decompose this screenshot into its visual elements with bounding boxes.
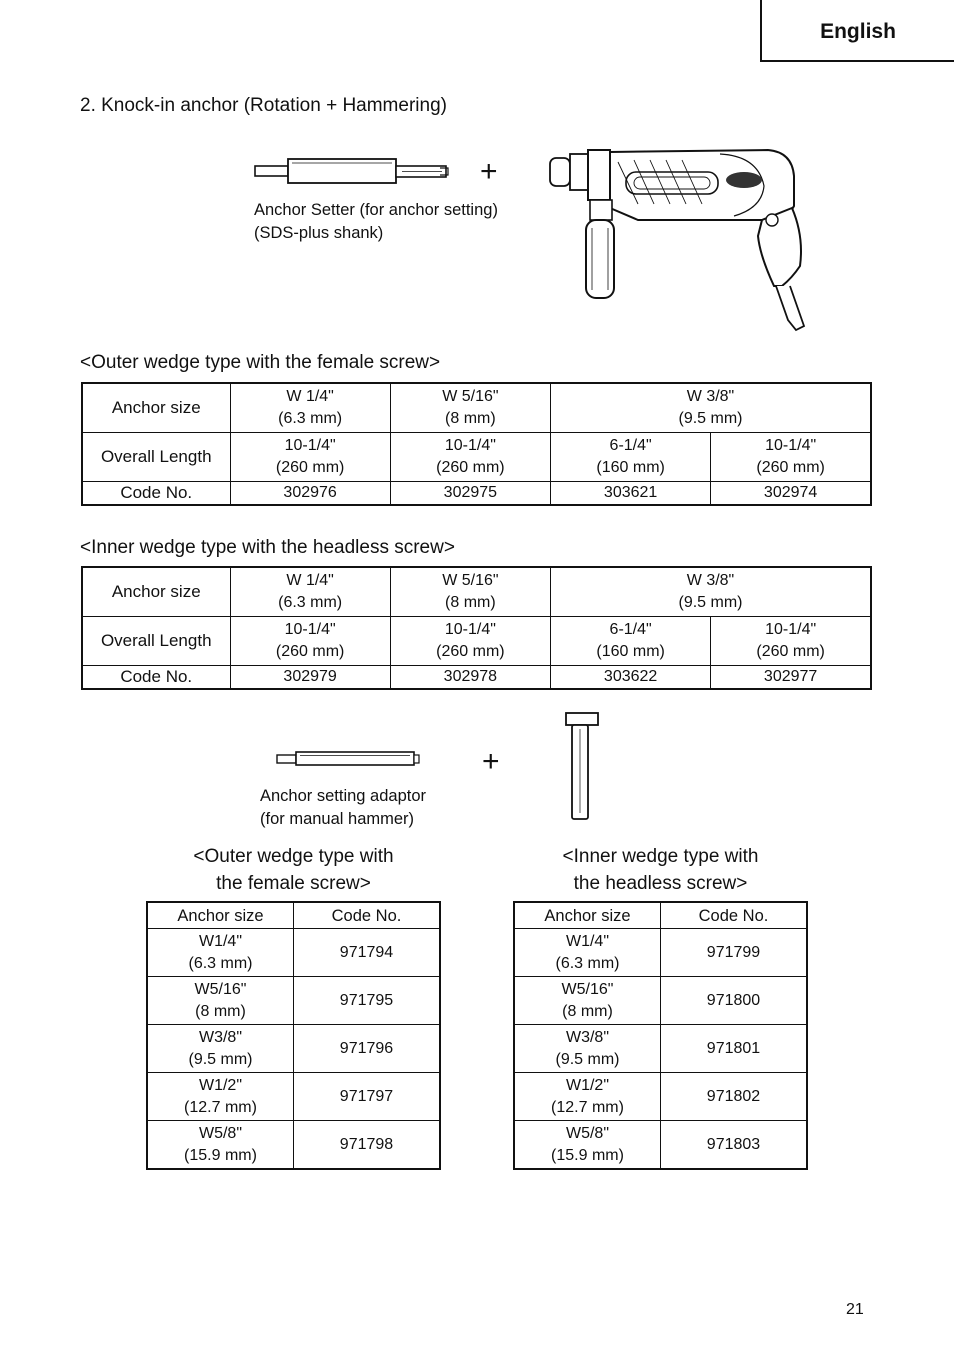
inner-wedge-spec-table <box>81 566 872 690</box>
row-label: Code No. <box>82 665 230 689</box>
anchor-size-cell: W1/4" (6.3 mm) <box>514 929 661 977</box>
table-row <box>514 1121 807 1170</box>
anchor-size-cell: W 3/8" (9.5 mm) <box>551 383 872 432</box>
code-cell: 302979 <box>230 665 390 689</box>
anchor-size-cell: W1/2" (12.7 mm) <box>514 1073 661 1121</box>
manual-inner-table <box>513 901 808 1170</box>
table-header-row <box>514 902 807 929</box>
anchor-size-cell: W3/8" (9.5 mm) <box>147 1025 294 1073</box>
code-cell: 971795 <box>294 977 441 1025</box>
table-row <box>82 432 871 481</box>
table-row <box>147 1025 440 1073</box>
code-cell: 302974 <box>711 481 871 505</box>
length-cell: 10-1/4" (260 mm) <box>711 616 871 665</box>
code-cell: 971799 <box>661 929 808 977</box>
table-row <box>147 977 440 1025</box>
table-row <box>514 1073 807 1121</box>
anchor-size-cell: W 5/16" (8 mm) <box>390 567 550 616</box>
manual-outer-table <box>146 901 441 1170</box>
row-label: Overall Length <box>82 616 230 665</box>
anchor-size-cell: W 3/8" (9.5 mm) <box>551 567 872 616</box>
length-cell: 10-1/4" (260 mm) <box>711 432 871 481</box>
length-cell: 10-1/4" (260 mm) <box>390 616 550 665</box>
anchor-setter-illustration <box>252 154 452 188</box>
length-cell: 10-1/4" (260 mm) <box>390 432 550 481</box>
language-label: English <box>820 20 896 43</box>
plus-sign: + <box>482 745 500 778</box>
code-cell: 303621 <box>551 481 711 505</box>
anchor-size-cell: W5/16" (8 mm) <box>147 977 294 1025</box>
code-cell: 302978 <box>390 665 550 689</box>
table-row <box>514 1025 807 1073</box>
anchor-size-cell: W5/8" (15.9 mm) <box>147 1121 294 1170</box>
table-row <box>514 977 807 1025</box>
code-cell: 302975 <box>390 481 550 505</box>
row-label: Overall Length <box>82 432 230 481</box>
code-cell: 971796 <box>294 1025 441 1073</box>
length-cell: 6-1/4" (160 mm) <box>551 616 711 665</box>
code-cell: 971803 <box>661 1121 808 1170</box>
table-row <box>82 665 871 689</box>
manual-outer-title: <Outer wedge type with the female screw> <box>193 846 394 894</box>
section-title: 2. Knock-in anchor (Rotation + Hammering) <box>80 95 447 116</box>
page-number: 21 <box>846 1301 864 1318</box>
outer-table-title: <Outer wedge type with the female screw> <box>80 352 441 373</box>
column-header: Code No. <box>661 902 808 929</box>
code-cell: 971802 <box>661 1073 808 1121</box>
hammer-icon <box>562 709 602 825</box>
row-label: Code No. <box>82 481 230 505</box>
row-label: Anchor size <box>82 567 230 616</box>
code-cell: 971800 <box>661 977 808 1025</box>
table-row <box>82 481 871 505</box>
anchor-size-cell: W 5/16" (8 mm) <box>390 383 550 432</box>
table-row <box>82 383 871 432</box>
anchor-adaptor-illustration <box>274 749 424 769</box>
column-header: Code No. <box>294 902 441 929</box>
anchor-size-cell: W5/8" (15.9 mm) <box>514 1121 661 1170</box>
length-cell: 10-1/4" (260 mm) <box>230 432 390 481</box>
table-row <box>514 929 807 977</box>
length-cell: 10-1/4" (260 mm) <box>230 616 390 665</box>
table-row <box>82 616 871 665</box>
code-cell: 302977 <box>711 665 871 689</box>
code-cell: 971801 <box>661 1025 808 1073</box>
code-cell: 302976 <box>230 481 390 505</box>
anchor-size-cell: W1/4" (6.3 mm) <box>147 929 294 977</box>
table-row <box>147 929 440 977</box>
table-row <box>147 1121 440 1170</box>
table-row <box>147 1073 440 1121</box>
anchor-size-cell: W3/8" (9.5 mm) <box>514 1025 661 1073</box>
anchor-size-cell: W5/16" (8 mm) <box>514 977 661 1025</box>
language-tab <box>760 0 954 62</box>
anchor-size-cell: W 1/4" (6.3 mm) <box>230 567 390 616</box>
anchor-size-cell: W1/2" (12.7 mm) <box>147 1073 294 1121</box>
plus-sign: + <box>480 155 498 188</box>
anchor-setter-caption: Anchor Setter (for anchor setting) (SDS-plus shank) <box>254 201 498 242</box>
column-header: Anchor size <box>147 902 294 929</box>
row-label: Anchor size <box>82 383 230 432</box>
code-cell: 971798 <box>294 1121 441 1170</box>
code-cell: 303622 <box>551 665 711 689</box>
outer-wedge-spec-table <box>81 382 872 506</box>
code-cell: 971797 <box>294 1073 441 1121</box>
length-cell: 6-1/4" (160 mm) <box>551 432 711 481</box>
code-cell: 971794 <box>294 929 441 977</box>
column-header: Anchor size <box>514 902 661 929</box>
table-header-row <box>147 902 440 929</box>
adaptor-caption: Anchor setting adaptor (for manual hammer) <box>260 787 427 828</box>
rotary-hammer-icon <box>548 146 812 334</box>
anchor-size-cell: W 1/4" (6.3 mm) <box>230 383 390 432</box>
manual-inner-title: <Inner wedge type with the headless screw> <box>562 846 759 894</box>
inner-table-title: <Inner wedge type with the headless screw> <box>80 537 455 558</box>
table-row <box>82 567 871 616</box>
